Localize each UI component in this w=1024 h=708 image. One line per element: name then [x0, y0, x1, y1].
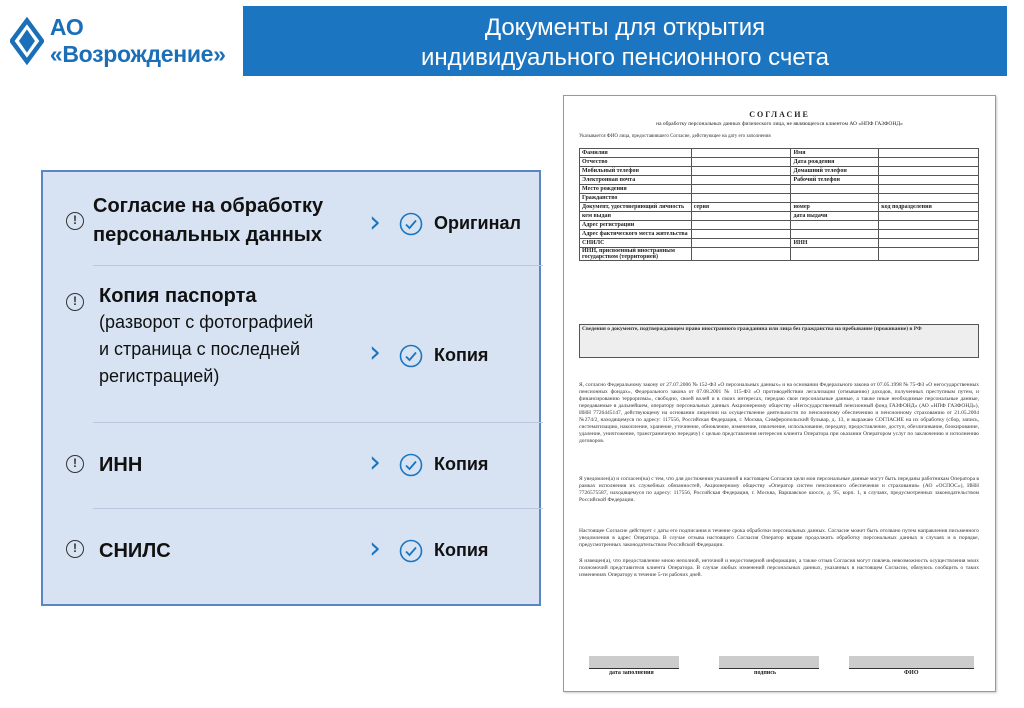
form-table-row	[580, 212, 979, 221]
form-table-cell: Дата рождения	[791, 158, 879, 167]
form-table-cell: Имя	[791, 149, 879, 158]
consent-form-preview	[563, 95, 996, 692]
form-table-cell	[691, 212, 791, 221]
form-paragraph: Я уведомлен(а) и согласен(на) с тем, что для достижения указанной в настоящем Согласии цели мои персональные данные могут быть переданы работникам Оператора в рамках исполнения их служебных обязанностей, Акционерному обществу «Оператор систем пенсионного обеспечения и страхования» (АО «ОСПОС»), ИНН 7726575587, находящемуся по адресу: 117556, Российская Федерация, г. Москва, Варшавское шоссе, д. 95, корп. 1, в случаях, предусмотренных законодательством Российской Федерации.	[579, 476, 979, 503]
form-table-cell	[691, 194, 791, 203]
form-table-row	[580, 239, 979, 248]
check-circle-icon	[399, 539, 423, 563]
form-table-cell	[691, 248, 791, 261]
separator	[93, 422, 543, 423]
form-table-row	[580, 185, 979, 194]
form-table-cell	[791, 248, 879, 261]
form-table-cell: дата выдачи	[791, 212, 879, 221]
form-table-cell: Мобильный телефон	[580, 167, 692, 176]
page-title-line2: индивидуального пенсионного счета	[421, 44, 829, 71]
exclamation-icon: !	[66, 455, 84, 473]
form-table-cell: Фамилия	[580, 149, 692, 158]
form-table-cell: Гражданство	[580, 194, 692, 203]
form-paragraph: Настоящее Согласие действует с даты его подписания в течение срока обработки персональных данных. Согласие может быть отозвано путем направления письменного уведомления в адрес Оператора. В случае отзыва настоящего Согласия Оператор вправе продолжить обработку персональных данных в случаях и в порядке, предусмотренных законодательством Российской Федерации.	[579, 528, 979, 548]
document-subtitle: регистрацией)	[99, 366, 220, 386]
logo-text: АО «Возрождение»	[49, 14, 226, 67]
form-table-cell: Домашний телефон	[791, 167, 879, 176]
signature-field	[719, 656, 819, 669]
status-label: Копия	[434, 345, 489, 365]
form-table-cell: Место рождения	[580, 185, 692, 194]
form-instruction: Указывается ФИО лица, предоставившего Согласие, действующее на дату его заполнения	[579, 134, 771, 139]
form-table-row	[580, 194, 979, 203]
page-header	[243, 6, 1007, 76]
form-table-cell	[879, 185, 979, 194]
signature-label: подпись	[754, 670, 777, 676]
check-circle-icon	[399, 453, 423, 477]
form-table-cell	[879, 176, 979, 185]
form-table	[579, 148, 979, 261]
form-table-cell: ИНН, присвоенный иностранным государством (территорией)	[580, 248, 692, 261]
document-subtitle: и страница с последней	[99, 339, 301, 359]
form-table-row	[580, 230, 979, 239]
logo-icon	[10, 16, 44, 66]
form-table-cell	[879, 221, 979, 230]
form-table-cell	[879, 248, 979, 261]
check-circle-icon	[399, 344, 423, 368]
form-table-cell: ИНН	[791, 239, 879, 248]
exclamation-icon: !	[66, 540, 84, 558]
document-title: персональных данных	[93, 224, 322, 246]
form-paragraph: Я извещен(а), что предоставление мною неполной, неточной и недостоверной информации, а также отзыв Согласия могут повлечь невозможность осуществления моих полномочий представителя клиента Оператора. В случае любых изменений персональных данных, указанных в настоящем Согласии, обязуюсь сообщить о таких изменениях Оператору в течение 5-ти рабочих дней.	[579, 558, 979, 578]
company-logo	[10, 8, 242, 74]
form-table-cell	[791, 230, 879, 239]
form-table-cell: Документ, удостоверяющий личность	[580, 203, 692, 212]
fio-field	[849, 656, 974, 669]
form-table-cell	[691, 158, 791, 167]
documents-panel	[41, 170, 541, 606]
document-title: СНИЛС	[99, 540, 171, 562]
form-table-cell	[791, 194, 879, 203]
form-table-cell	[691, 221, 791, 230]
check-circle-icon	[399, 212, 423, 236]
form-table-cell	[879, 194, 979, 203]
document-subtitle: (разворот с фотографией	[99, 312, 314, 332]
chevron-right-icon: ›	[369, 531, 381, 566]
form-subtitle: на обработку персональных данных физического лица, не являющегося клиентом АО «НПФ ГАЗФОНД»	[656, 121, 903, 127]
form-table-cell: Рабочий телефон	[791, 176, 879, 185]
exclamation-icon: !	[66, 293, 84, 311]
form-table-row	[580, 203, 979, 212]
form-title: СОГЛАСИЕ	[749, 110, 810, 119]
form-table-row	[580, 158, 979, 167]
chevron-right-icon: ›	[369, 205, 381, 240]
form-signature-row	[579, 656, 979, 680]
status-label: Оригинал	[434, 213, 521, 233]
form-table-row	[580, 248, 979, 261]
document-title: ИНН	[99, 454, 143, 476]
date-field	[589, 656, 679, 669]
form-table-cell	[791, 221, 879, 230]
separator	[93, 265, 543, 266]
form-table-cell: Адрес фактического места жительства	[580, 230, 692, 239]
form-table-cell	[691, 239, 791, 248]
form-table-cell: Электронная почта	[580, 176, 692, 185]
form-table-cell	[879, 212, 979, 221]
form-table-cell: серия	[691, 203, 791, 212]
exclamation-icon: !	[66, 212, 84, 230]
form-foreign-note: Сведения о документе, подтверждающем право иностранного гражданина или лица без гражданства на пребывание (проживание) в РФ	[579, 324, 979, 358]
form-table-row	[580, 176, 979, 185]
form-table-cell	[691, 176, 791, 185]
fio-label: ФИО	[904, 670, 919, 676]
form-table-cell	[691, 185, 791, 194]
form-table-cell: номер	[791, 203, 879, 212]
form-table-cell	[879, 167, 979, 176]
form-table-cell	[879, 158, 979, 167]
form-table-cell	[879, 149, 979, 158]
form-table-cell: СНИЛС	[580, 239, 692, 248]
separator	[93, 508, 543, 509]
form-table-cell: Адрес регистрации	[580, 221, 692, 230]
form-table-cell	[879, 230, 979, 239]
form-table-cell	[791, 185, 879, 194]
form-table-row	[580, 149, 979, 158]
document-title: Согласие на обработку	[93, 195, 324, 217]
form-table-cell	[879, 239, 979, 248]
form-table-cell: код подразделения	[879, 203, 979, 212]
form-table-cell	[691, 230, 791, 239]
form-table-cell	[691, 167, 791, 176]
form-paragraph: Я, согласно Федеральному закону от 27.07.2006 № 152-ФЗ «О персональных данных» и на основании Федерального закона от 07.05.1998 № 75-ФЗ «О негосударственных пенсионных фондах», Федерального закона от 07.08.2001 № 115-ФЗ «О противодействии легализации (отмыванию) доходов, полученных преступным путем, и финансированию терроризма», свободно, своей волей и в своих интересах, передаю свои персональные данные, а также иные необходимые персональные данные, передаваемые в дальнейшем, оператору персональных данных Акционерному обществу «Негосударственный пенсионный фонд ГАЗФОНД» (АО «НПФ ГАЗФОНД»), ИНН 7726445147, действующему на основании лицензии на осуществление деятельности по пенсионному обеспечению и пенсионному страхованию от 21.05.2004 №274/2, находящемуся по адресу: 117556, Российская Федерация, г. Москва, Симферопольский бульвар, д. 13, и выражаю СОГЛАСИЕ на их обработку (сбор, запись, систематизацию, накопление, хранение, уточнение, обновление, изменение, извлечение, использование, передачу, предоставление, доступ, обезличивание, блокирование, удаление, уничтожение, трансграничную передачу) с целью представления интересов клиента Оператора при оказании Оператором услуг по заключению и исполнению договоров.	[579, 382, 979, 444]
date-label: дата заполнения	[609, 670, 654, 676]
chevron-right-icon: ›	[369, 335, 381, 370]
form-table-cell	[691, 149, 791, 158]
page-title-line1: Документы для открытия	[484, 14, 766, 41]
form-table-cell: кем выдан	[580, 212, 692, 221]
status-label: Копия	[434, 454, 489, 474]
status-label: Копия	[434, 540, 489, 560]
form-table-cell: Отчество	[580, 158, 692, 167]
document-title: Копия паспорта	[99, 285, 257, 307]
form-table-row	[580, 221, 979, 230]
form-table-row	[580, 167, 979, 176]
chevron-right-icon: ›	[369, 445, 381, 480]
